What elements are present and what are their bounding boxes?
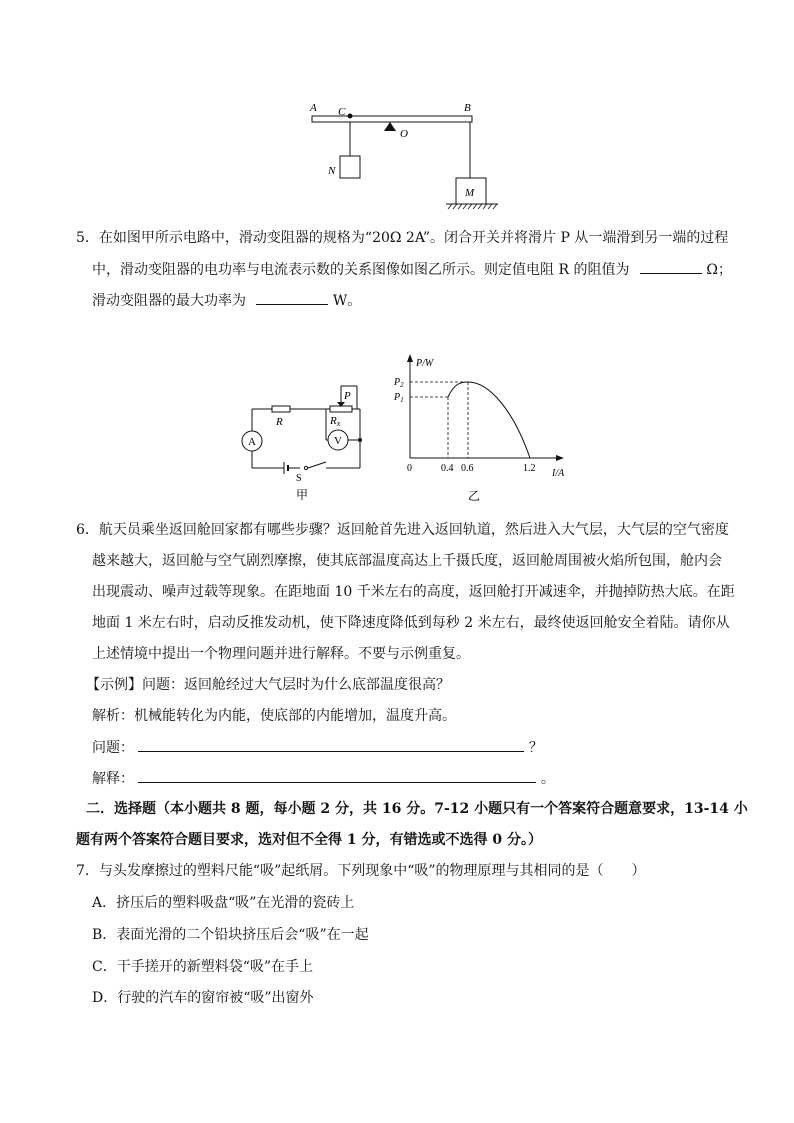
label-a: A — [310, 102, 317, 114]
question-label: 问题： — [92, 740, 134, 756]
label-n: N — [328, 165, 336, 177]
q6-example-question: 【示例】问题：返回舱经过大气层时为什么底部温度很高？ — [86, 677, 450, 693]
q6-line1: 6．航天员乘坐返回舱回家都有哪些步骤？返回舱首先进入返回轨道，然后进入大气层，大气层的空气密度 — [76, 522, 729, 538]
q7-option-c[interactable]: C．干手搓开的新塑料袋“吸”在手上 — [92, 959, 314, 975]
p2-label: $P_2$ — [394, 377, 404, 389]
question-input-line[interactable] — [138, 737, 524, 752]
tick-1-2: 1.2 — [523, 463, 536, 474]
power-curve — [448, 382, 530, 458]
q6-line5: 上述情境中提出一个物理问题并进行解释。不要与示例重复。 — [92, 646, 470, 662]
q7-option-b[interactable]: B．表面光滑的二个铅块挤压后会“吸”在一起 — [92, 927, 369, 943]
voltmeter-label: V — [334, 435, 342, 447]
lever-figure — [300, 98, 500, 214]
point-c — [348, 114, 353, 119]
circuit-diagram — [230, 378, 380, 503]
section2-heading-line2: 题有两个答案符合题目要求，选对但不全得 1 分，有错选或不选得 0 分。） — [76, 832, 542, 848]
x-axis-arrow — [556, 455, 564, 461]
x-label: I/A — [552, 468, 565, 479]
question-end: ？ — [528, 740, 543, 756]
caption-yi: 乙 — [468, 489, 481, 503]
answer-blank-resistance[interactable] — [640, 259, 702, 274]
q5-line3-unit: W。 — [332, 293, 362, 309]
q5-line2-text: 中，滑动变阻器的电功率与电流表示数的关系图像如图乙所示。则定值电阻 R 的阻值为 — [92, 262, 630, 278]
switch-pivot — [304, 466, 307, 469]
q6-line4: 地面 1 米左右时，启动反推发动机，使下降速度降低到每秒 2 米左右，最终使返回舱安全着陆。请你从 — [92, 615, 730, 631]
q6-line2: 越来越大，返回舱与空气剧烈摩擦，使其底部温度高达上千摄氏度，返回舱周围被火焰所包围，舱内会 — [92, 553, 722, 569]
q5-line3 — [92, 290, 361, 311]
answer-blank-power[interactable] — [256, 290, 328, 305]
answer-end: 。 — [540, 771, 555, 787]
label-r: R — [276, 416, 283, 428]
q6-answer-row — [92, 768, 555, 789]
q7-stem: 7．与头发摩擦过的塑料尺能“吸”起纸屑。下列现象中“吸”的物理原理与其相同的是（ ） — [76, 863, 646, 879]
label-s: S — [296, 473, 302, 484]
q6-question-row — [92, 737, 543, 758]
q5-line3-text: 滑动变阻器的最大功率为 — [92, 293, 246, 309]
label-m: M — [465, 187, 475, 199]
answer-label: 解释： — [92, 771, 134, 787]
label-b: B — [464, 102, 471, 114]
label-c: C — [338, 106, 346, 118]
answer-input-line[interactable] — [138, 768, 536, 783]
fulcrum — [384, 122, 396, 131]
y-axis-arrow — [407, 354, 413, 362]
q7-option-d[interactable]: D．行驶的汽车的窗帘被“吸”出窗外 — [92, 990, 314, 1006]
q5-line2 — [92, 259, 732, 280]
y-label: P/W — [416, 358, 434, 369]
tick-0-6: 0.6 — [461, 463, 474, 474]
ammeter-label: A — [248, 436, 256, 448]
ground-hatch — [448, 204, 497, 209]
tick-0-4: 0.4 — [441, 463, 454, 474]
q6-example-answer: 解析：机械能转化为内能，使底部的内能增加，温度升高。 — [92, 708, 456, 724]
q5-line2-unit: Ω； — [706, 262, 732, 278]
section2-heading-line1: 二．选择题（本小题共 8 题，每小题 2 分，共 16 分。7-12 小题只有一个答案符合题意要求，13-14 小 — [86, 801, 748, 817]
block-n — [340, 156, 360, 178]
p1-label: $P_1$ — [394, 392, 404, 404]
q6-line3: 出现震动、噪声过载等现象。在距地面 10 千米左右的高度，返回舱打开减速伞，并抛掉防热大底。在距 — [92, 584, 735, 600]
q5-line1: 5．在如图甲所示电路中，滑动变阻器的规格为“20Ω 2A”。闭合开关并将滑片 P 从一端滑到另一端的过程 — [76, 230, 729, 246]
label-rx: Rx — [330, 415, 341, 428]
q7-option-a[interactable]: A．挤压后的塑料吸盘“吸”在光滑的瓷砖上 — [92, 895, 355, 911]
lever-beam — [312, 116, 472, 122]
label-p: P — [344, 390, 351, 402]
power-current-graph — [390, 352, 580, 504]
resistor-r — [272, 406, 290, 412]
caption-jia: 甲 — [296, 488, 309, 502]
tick-0: 0 — [407, 463, 412, 474]
label-o: O — [400, 128, 408, 140]
